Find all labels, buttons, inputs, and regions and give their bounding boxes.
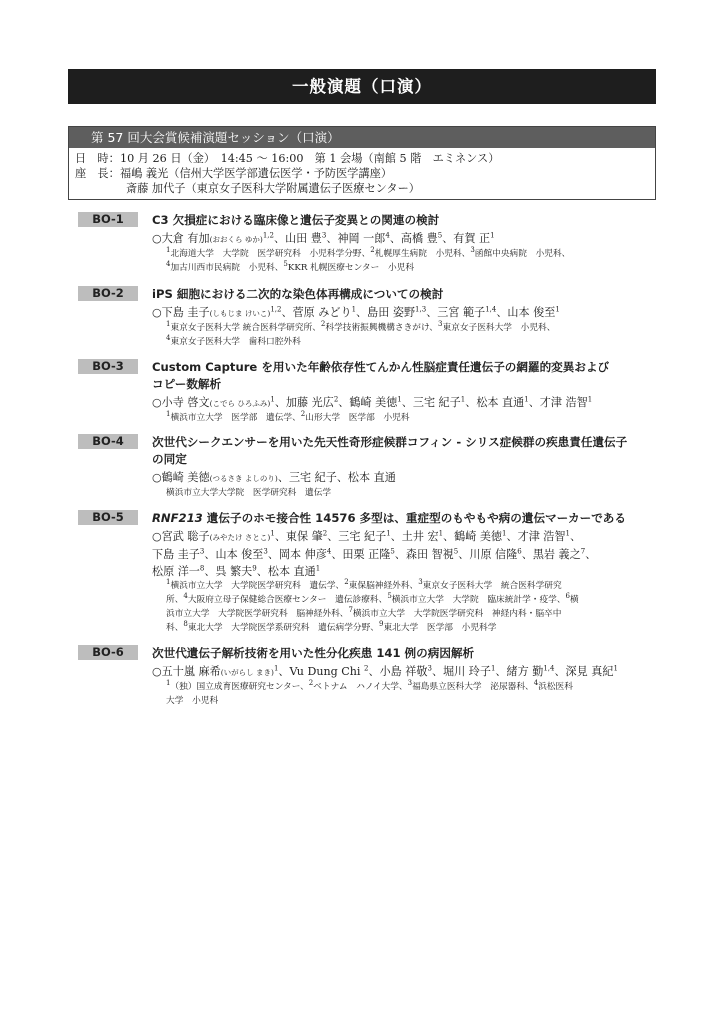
affiliation-number: 3 bbox=[418, 578, 423, 587]
name-reading: (おおくら ゆか) bbox=[209, 235, 263, 244]
text-run: 、山田 豊 bbox=[273, 232, 322, 245]
affiliation-number: 1 bbox=[166, 246, 171, 255]
affiliation-number: 1 bbox=[524, 395, 529, 404]
affiliation-number: 6 bbox=[565, 592, 570, 601]
text-run: 、黒岩 義之 bbox=[521, 548, 581, 561]
text-run: 所、 bbox=[166, 595, 184, 605]
session-chair-2: 斎藤 加代子（東京女子医科大学附属遺伝子医療センター） bbox=[126, 182, 420, 195]
text-run: 科学技術振興機構さきがけ、 bbox=[325, 323, 438, 333]
affiliation-number: 1,4 bbox=[543, 664, 555, 673]
text-run: 横 bbox=[570, 595, 579, 605]
affiliation-line bbox=[152, 680, 658, 694]
page-banner: 一般演題（口演） bbox=[68, 69, 656, 104]
affiliation-number: 3 bbox=[407, 679, 413, 688]
text-run: ○大倉 有加 bbox=[152, 232, 210, 245]
text-run: 、才津 浩智 bbox=[506, 530, 566, 543]
text-run: 、三宅 紀子、松本 直通 bbox=[277, 471, 396, 484]
text-run: ○鶴崎 美徳 bbox=[152, 471, 210, 484]
affiliation-number: 1 bbox=[555, 305, 560, 314]
text-run: 福島県立医科大学 泌尿器科、 bbox=[412, 682, 534, 692]
gene-name-italic: RNF213 bbox=[152, 511, 203, 525]
entry-title: C3 欠損症における臨床像と遺伝子変異との関連の検討 bbox=[152, 213, 440, 227]
text-run: 東北大学 医学部 小児科学 bbox=[383, 623, 497, 633]
entry-title-line-2: コピー数解析 bbox=[152, 377, 222, 391]
affiliation-number: 1,2 bbox=[262, 231, 274, 240]
affiliation-number: 3 bbox=[199, 547, 205, 556]
affiliation-number: 1 bbox=[397, 395, 402, 404]
text-run: KKR 札幌医療センター 小児科 bbox=[287, 263, 415, 273]
name-reading: (みやたけ さとこ) bbox=[209, 533, 271, 542]
date-label: 日 時： bbox=[75, 152, 120, 165]
affiliation-line bbox=[152, 486, 658, 500]
entry-title bbox=[152, 510, 658, 527]
affiliation-number: 4 bbox=[533, 679, 539, 688]
entry-title-rest: 遺伝子のホモ接合性 14576 多型は、重症型のもやもや病の遺伝マーカーである bbox=[202, 511, 626, 525]
text-run: 東京女子医科大学 統合医科学研究 bbox=[422, 581, 562, 591]
text-run: 横浜市立大学 大学院 臨床統計学・疫学、 bbox=[391, 595, 566, 605]
affiliation-number: 1 bbox=[166, 410, 171, 419]
text-run: ○五十嵐 麻希 bbox=[152, 665, 221, 678]
affiliation-number: 4 bbox=[326, 547, 332, 556]
author-line bbox=[152, 470, 658, 486]
author-line bbox=[152, 395, 658, 411]
text-run: ○下島 圭子 bbox=[152, 306, 210, 319]
text-run: 東北大学 大学院医学系研究科 遺伝病学分野、 bbox=[187, 623, 379, 633]
text-run: 、島田 姿野 bbox=[356, 306, 416, 319]
affiliation-number: 2 bbox=[320, 320, 326, 329]
affiliation-line bbox=[152, 607, 658, 621]
text-run: 大阪府立母子保健総合医療センター 遺伝診療科、 bbox=[187, 595, 388, 605]
affiliation-number: 7 bbox=[580, 547, 586, 556]
text-run: 、山本 俊至 bbox=[496, 306, 556, 319]
text-run: 、田栗 正隆 bbox=[331, 548, 391, 561]
affiliation-number: 6 bbox=[517, 547, 522, 556]
text-run: 横浜市立大学 大学院医学研究科 神経内科・脳卒中 bbox=[352, 609, 562, 619]
abstract-entry-bo-1 bbox=[78, 212, 658, 275]
affiliation-number: 1,4 bbox=[485, 305, 497, 314]
affiliation-number: 1 bbox=[565, 529, 570, 538]
abstract-entry-bo-2 bbox=[78, 286, 658, 349]
entry-code: BO-2 bbox=[78, 286, 138, 301]
text-run: 山形大学 医学部 小児科 bbox=[305, 413, 410, 423]
affiliation-number: 2 bbox=[322, 529, 328, 538]
text-run: 浜松医科 bbox=[538, 682, 573, 692]
text-run: ○宮武 聡子 bbox=[152, 530, 210, 543]
affiliation-number: 4 bbox=[183, 592, 188, 601]
session-title: 第 57 回大会賞候補演題セッション（口演） bbox=[69, 127, 655, 148]
text-run: 横浜市立大学 医学部 遺伝学、 bbox=[170, 413, 301, 423]
text-run: 、小島 祥敬 bbox=[368, 665, 428, 678]
text-run: ベトナム ハノイ大学、 bbox=[313, 682, 408, 692]
affiliation-number: 1 bbox=[587, 395, 593, 404]
affiliation-number: 5 bbox=[453, 547, 459, 556]
affiliation-number: 2 bbox=[333, 395, 339, 404]
text-run: 、鶴崎 美徳 bbox=[443, 530, 503, 543]
affiliation-number: 2 bbox=[300, 410, 306, 419]
affiliation-number: 9 bbox=[378, 620, 384, 629]
text-run: 、山本 俊至 bbox=[204, 548, 264, 561]
text-run: 横浜市立大学大学院 医学研究科 遺伝学 bbox=[166, 488, 332, 498]
text-run: 、東保 肇 bbox=[274, 530, 323, 543]
session-date-row bbox=[75, 151, 655, 166]
affiliation-number: 3 bbox=[427, 664, 432, 673]
text-run: 、才津 浩智 bbox=[528, 396, 588, 409]
text-run: 、三宮 範子 bbox=[426, 306, 486, 319]
author-line bbox=[152, 664, 658, 680]
text-run: 、松本 直通 bbox=[256, 565, 316, 578]
text-run: 、深見 真紀 bbox=[554, 665, 614, 678]
text-run: 、 bbox=[585, 548, 597, 561]
affiliation-number: 1,2 bbox=[270, 305, 282, 314]
text-run: 、堀川 玲子 bbox=[431, 665, 491, 678]
author-line bbox=[152, 231, 658, 247]
affiliation-number: 1 bbox=[490, 664, 496, 673]
affiliation-number: 1 bbox=[613, 664, 618, 673]
name-reading: (こでら ひろふみ) bbox=[209, 399, 271, 408]
text-run: 科、 bbox=[166, 623, 184, 633]
affiliation-number: 1 bbox=[166, 578, 171, 587]
chair-label: 座 長： bbox=[75, 167, 120, 180]
affiliation-number: 5 bbox=[390, 547, 395, 556]
text-run: 東京女子医科大学 小児科、 bbox=[442, 323, 556, 333]
abstract-entry-bo-4 bbox=[78, 434, 658, 500]
entry-title: iPS 細胞における二次的な染色体再構成についての検討 bbox=[152, 287, 444, 301]
affiliation-number: 9 bbox=[252, 564, 257, 573]
text-run: 大学 小児科 bbox=[166, 696, 219, 706]
session-chair-row bbox=[75, 166, 655, 181]
text-run: 横浜市立大学 大学院医学研究科 遺伝学、 bbox=[170, 581, 345, 591]
affiliation-number: 8 bbox=[183, 620, 188, 629]
affiliation-number: 1 bbox=[460, 395, 466, 404]
abstract-entry-bo-6 bbox=[78, 645, 658, 708]
entry-code: BO-5 bbox=[78, 510, 138, 525]
text-run: 、松本 直通 bbox=[465, 396, 525, 409]
text-run: 下島 圭子 bbox=[152, 548, 200, 561]
name-reading: (しもじま けいこ) bbox=[209, 309, 271, 318]
text-run: 、緒方 勤 bbox=[495, 665, 544, 678]
text-run: 、高橋 豊 bbox=[389, 232, 438, 245]
affiliation-number: 4 bbox=[166, 260, 171, 269]
text-run: 、有賀 正 bbox=[442, 232, 491, 245]
affiliation-number: 7 bbox=[348, 606, 353, 615]
text-run: 、呉 繁夫 bbox=[204, 565, 253, 578]
affiliation-line bbox=[152, 335, 658, 349]
affiliation-number: 2 bbox=[370, 246, 375, 255]
text-run: 、三宅 紀子 bbox=[401, 396, 461, 409]
text-run: 、加藤 光広 bbox=[274, 396, 334, 409]
entry-code: BO-1 bbox=[78, 212, 138, 227]
entry-title: Custom Capture を用いた年齢依存性てんかん性脳症責任遺伝子の網羅的変異および bbox=[152, 360, 610, 374]
affiliation-number: 1 bbox=[502, 529, 507, 538]
text-run: （独）国立成育医療研究センター、 bbox=[170, 682, 309, 692]
affiliation-number: 1 bbox=[270, 529, 275, 538]
text-run: 東京女子医科大学 統合医科学研究所、 bbox=[170, 323, 321, 333]
affiliation-number: 3 bbox=[437, 320, 443, 329]
text-run: 東京女子医科大学 歯科口腔外科 bbox=[170, 337, 301, 347]
affiliation-number: 1,3 bbox=[415, 305, 427, 314]
text-run: 、菅原 みどり bbox=[281, 306, 352, 319]
affiliation-line bbox=[152, 321, 658, 335]
affiliation-number: 1 bbox=[166, 320, 171, 329]
affiliation-number: 1 bbox=[490, 231, 495, 240]
affiliation-line bbox=[152, 579, 658, 593]
affiliation-number: 2 bbox=[364, 664, 369, 673]
affiliation-number: 5 bbox=[437, 231, 443, 240]
abstract-entry-bo-5 bbox=[78, 510, 658, 635]
affiliation-number: 1 bbox=[438, 529, 444, 538]
text-run: 、森田 智視 bbox=[394, 548, 454, 561]
affiliation-number: 3 bbox=[470, 246, 475, 255]
affiliation-number: 1 bbox=[273, 664, 279, 673]
entry-title: 次世代遺伝子解析技術を用いた性分化疾患 141 例の病因解析 bbox=[152, 646, 475, 660]
session-chair-row-2 bbox=[75, 181, 655, 196]
affiliation-number: 5 bbox=[283, 260, 288, 269]
entry-code: BO-4 bbox=[78, 434, 138, 449]
affiliation-number: 4 bbox=[385, 231, 390, 240]
affiliation-number: 2 bbox=[344, 578, 349, 587]
session-info bbox=[69, 148, 655, 196]
affiliation-number: 8 bbox=[199, 564, 205, 573]
text-run: 、三宅 紀子 bbox=[327, 530, 387, 543]
affiliation-number: 4 bbox=[166, 334, 171, 343]
entry-code: BO-6 bbox=[78, 645, 138, 660]
text-run: 東保脳神経外科、 bbox=[348, 581, 419, 591]
affiliation-line bbox=[152, 694, 658, 708]
affiliation-number: 1 bbox=[351, 305, 357, 314]
text-run: 、 bbox=[569, 530, 582, 543]
entry-title-line-2: の同定 bbox=[152, 452, 187, 466]
affiliation-number: 1 bbox=[270, 395, 275, 404]
text-run: 函館中央病院 小児科、 bbox=[474, 249, 571, 259]
session-chair-1: 福嶋 義光（信州大学医学部遺伝医学・予防医学講座） bbox=[120, 167, 393, 180]
text-run: 松原 洋一 bbox=[152, 565, 200, 578]
affiliation-number: 2 bbox=[308, 679, 314, 688]
text-run: 、Vu Dung Chi bbox=[278, 665, 364, 678]
abstract-entry-bo-3 bbox=[78, 359, 658, 425]
text-run: 浜市立大学 大学院医学研究科 脳神経外科、 bbox=[166, 609, 349, 619]
affiliation-line bbox=[152, 593, 658, 607]
affiliation-number: 1 bbox=[315, 564, 321, 573]
affiliation-line bbox=[152, 247, 658, 261]
author-line bbox=[152, 305, 658, 321]
entry-code: BO-3 bbox=[78, 359, 138, 374]
text-run: 、鶴崎 美徳 bbox=[338, 396, 398, 409]
session-date: 10 月 26 日（金） 14:45 ～ 16:00 第 1 会場（南館 5 階 エミネンス） bbox=[120, 152, 500, 165]
text-run: 加古川西市民病院 小児科、 bbox=[170, 263, 284, 273]
affiliation-number: 1 bbox=[386, 529, 391, 538]
affiliation-line bbox=[152, 621, 658, 635]
text-run: 、岡本 伸彦 bbox=[267, 548, 327, 561]
author-line bbox=[152, 564, 658, 579]
affiliation-line bbox=[152, 411, 658, 425]
affiliation-number: 5 bbox=[387, 592, 392, 601]
name-reading: (つるさき よしのり) bbox=[209, 474, 278, 483]
text-run: 札幌厚生病院 小児科、 bbox=[374, 249, 471, 259]
entry-title: 次世代シークエンサーを用いた先天性奇形症候群コフィン - シリス症候群の疾患責任遺伝子 bbox=[152, 435, 628, 449]
affiliation-number: 1 bbox=[166, 679, 171, 688]
name-reading: (いがらし まき) bbox=[220, 668, 274, 677]
author-line bbox=[152, 547, 658, 562]
affiliation-number: 3 bbox=[321, 231, 327, 240]
text-run: 北海道大学 大学院 医学研究科 小児科学分野、 bbox=[170, 249, 371, 259]
affiliation-number: 3 bbox=[263, 547, 268, 556]
text-run: 、土井 宏 bbox=[390, 530, 439, 543]
author-line bbox=[152, 529, 658, 545]
text-run: ○小寺 啓文 bbox=[152, 396, 210, 409]
text-run: 、神岡 一郎 bbox=[326, 232, 386, 245]
session-box bbox=[68, 126, 656, 200]
affiliation-line bbox=[152, 261, 658, 275]
text-run: 、川原 信隆 bbox=[458, 548, 518, 561]
